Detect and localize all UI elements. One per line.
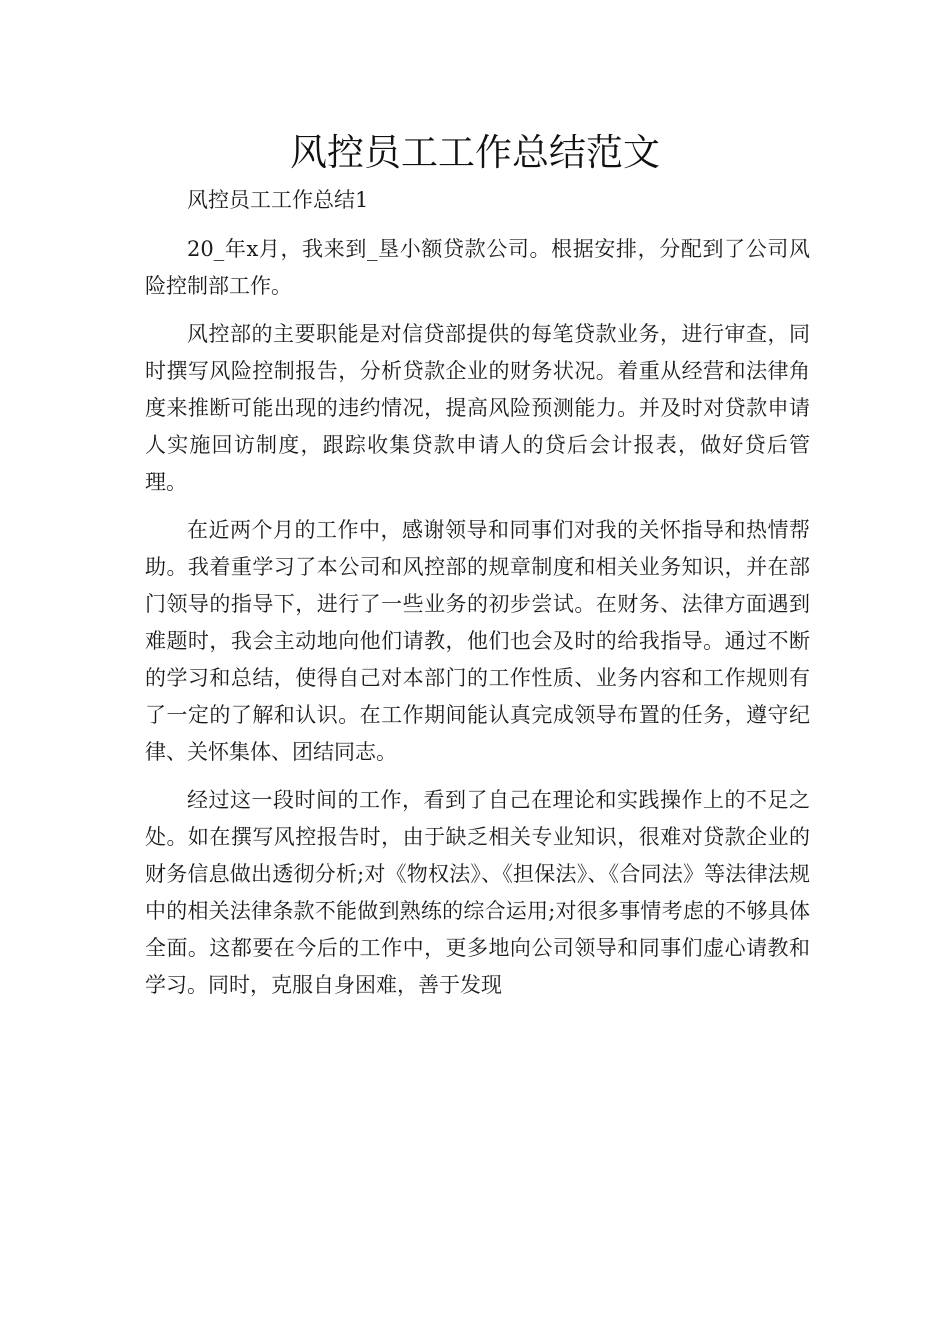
- paragraph: 风控部的主要职能是对信贷部提供的每笔贷款业务，进行审查，同时撰写风险控制报告，分析贷款企业的财务状况。着重从经营和法律角度来推断可能出现的违约情况，提高风险预测能力。并及时对贷款申请人实施回访制度，跟踪收集贷款申请人的贷后会计报表，做好贷后管理。: [145, 322, 810, 494]
- document-body: [145, 182, 810, 1015]
- paragraph: 经过这一段时间的工作，看到了自己在理论和实践操作上的不足之处。如在撰写风控报告时，由于缺乏相关专业知识，很难对贷款企业的财务信息做出透彻分析;对《物权法》、《担保法》、《合同法》等法律法规中的相关法律条款不能做到熟练的综合运用;对很多事情考虑的不够具体全面。这都要在今后的工作中，更多地向公司领导和同事们虚心请教和学习。同时，克服自身困难，善于发现: [145, 788, 810, 997]
- section-heading: 风控员工工作总结1: [187, 188, 369, 212]
- document-title: 风控员工工作总结范文: [290, 131, 660, 174]
- paragraph: 在近两个月的工作中，感谢领导和同事们对我的关怀指导和热情帮助。我着重学习了本公司和风控部的规章制度和相关业务知识，并在部门领导的指导下，进行了一些业务的初步尝试。在财务、法律方面遇到难题时，我会主动地向他们请教，他们也会及时的给我指导。通过不断的学习和总结，使得自己对本部门的工作性质、业务内容和工作规则有了一定的了解和认识。在工作期间能认真完成领导布置的任务，遵守纪律、关怀集体、团结同志。: [145, 518, 810, 764]
- paragraph: 20_年x月，我来到_垦小额贷款公司。根据安排，分配到了公司风险控制部工作。: [145, 237, 810, 298]
